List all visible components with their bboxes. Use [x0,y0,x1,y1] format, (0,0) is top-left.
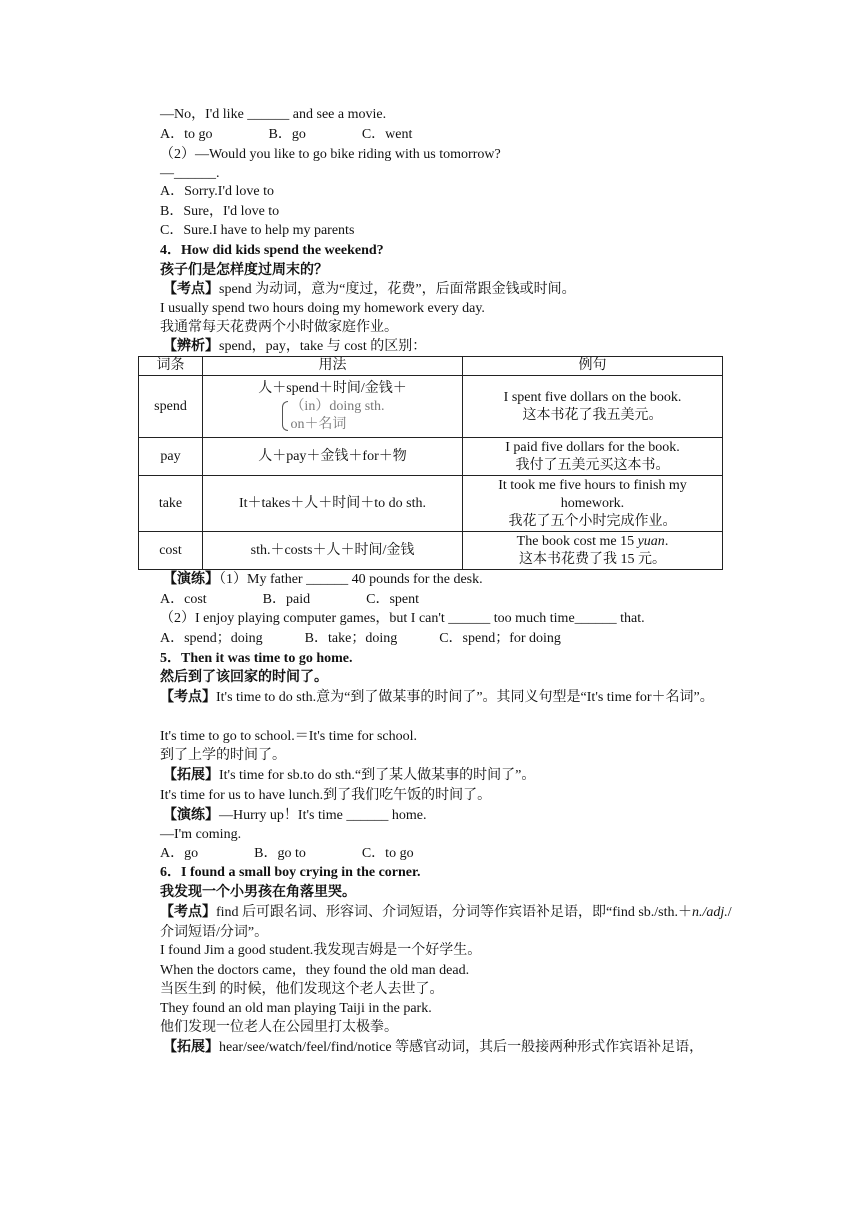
table-cell-example [463,532,723,570]
usage-bracket [280,398,384,434]
answer-option: A．Sorry.I'd love to [160,184,274,199]
example-sentence: It's time to go to school.＝It's time for school. [160,729,418,744]
usage-branch: （in）doing sth. [290,398,385,414]
example-en: I spent five dollars on the book. [503,389,682,405]
table-header: 用法 [203,357,463,376]
answer-options: A．cost B．paid C．spent [160,592,419,607]
table-cell-word: cost [139,532,203,570]
usage-main: 人＋spend＋时间/金钱＋ [258,380,407,396]
section-heading: 6．I found a small boy crying in the corner. [160,865,421,880]
answer-options: A．go B．go to C．to go [160,846,414,861]
kaodian-text: spend 为动词，意为“度过，花费”，后面常跟金钱或时间。 [219,282,576,297]
text-line: —I'm coming. [160,827,242,842]
table-row [139,438,723,476]
example-en [467,533,718,551]
table-cell-usage: 人＋pay＋金钱＋for＋物 [203,438,463,476]
question-line: （2）I enjoy playing computer games，but I can't ______ too much time______ that. [160,611,645,626]
section-heading-translation: 然后到了该回家的时间了。 [160,670,328,685]
text-line: —______. [160,166,220,181]
table-cell-example [463,476,723,532]
yanlian-question [163,806,426,825]
example-en: It took me five hours to finish my homework. [498,477,687,511]
answer-option: B．Sure，I'd love to [160,204,280,219]
answer-options: A．to go B．go C．went [160,127,413,142]
example-en-part: The book cost me 15 [516,533,638,549]
section-heading: 5．Then it was time to go home. [160,651,353,666]
yanlian-tag: 【演练】 [163,808,219,823]
tuozhan-paragraph [163,1038,703,1057]
tuozhan-tag: 【拓展】 [163,768,219,783]
kaodian-text: It's time to do sth.意为“到了做某事的时间了”。其同义句型是“It's time for＋名词”。 [216,690,714,705]
bianxi-text: spend，pay，take 与 cost 的区别： [219,339,427,354]
bianxi-paragraph [163,337,426,356]
comparison-table [138,356,723,570]
kaodian-italic: n./adj. [692,905,728,920]
example-en: I paid five dollars for the book. [505,439,680,455]
table-cell-example [463,438,723,476]
table-cell-usage: It＋takes＋人＋时间＋to do sth. [203,476,463,532]
table-header: 词条 [139,357,203,376]
table-row [139,376,723,438]
table-cell-example [463,376,723,438]
tuozhan-text: It's time for sb.to do sth.“到了某人做某事的时间了”。 [219,768,536,783]
kaodian-tag: 【考点】 [160,690,216,705]
example-cn: 这本书花费了我 15 元。 [519,551,666,567]
question-line: （2）—Would you like to go bike riding with us tomorrow? [160,147,501,162]
usage-branch: on＋名词 [290,416,347,432]
example-cn: 这本书花了我五美元。 [522,407,663,423]
table-cell-word: spend [139,376,203,438]
tuozhan-text: hear/see/watch/feel/find/notice 等感官动词，其后一般接两种形式作宾语补足语， [219,1040,704,1055]
kaodian-paragraph [160,903,734,943]
yanlian-tag: 【演练】 [163,572,219,587]
example-en-part: . [664,533,669,549]
section-heading: 4．How did kids spend the weekend? [160,243,384,258]
example-sentence: They found an old man playing Taiji in the park. [160,1001,432,1016]
section-heading-translation: 我发现一个小男孩在角落里哭。 [160,885,356,900]
bianxi-tag: 【辨析】 [163,339,219,354]
section-heading-translation: 孩子们是怎样度过周末的？ [160,263,328,278]
table-cell-usage [203,376,463,438]
tuozhan-paragraph [163,766,535,785]
table-header-row [139,357,723,376]
answer-option: C．Sure.I have to help my parents [160,223,355,238]
kaodian-text: find 后可跟名词、形容词、介词短语，分词等作宾语补足语，即“find sb./sth.＋ [216,905,692,920]
table-cell-word: take [139,476,203,532]
yanlian-text: （1）My father ______ 40 pounds for the desk. [219,572,483,587]
text-line: —No，I'd like ______ and see a movie. [160,107,387,122]
table-header: 例句 [463,357,723,376]
example-translation: 我通常每天花费两个小时做家庭作业。 [160,320,398,335]
yanlian-question [163,570,483,589]
example-en-italic: yuan [637,533,665,549]
kaodian-paragraph [163,280,576,299]
answer-options: A．spend；doing B．take；doing C．spend；for doing [160,631,561,646]
example-translation: 到了上学的时间了。 [160,748,286,763]
kaodian-tag: 【考点】 [160,905,216,920]
table-cell-word: pay [139,438,203,476]
kaodian-tag: 【考点】 [163,282,219,297]
tuozhan-tag: 【拓展】 [163,1040,219,1055]
kaodian-text: /介词短语/分词”。 [160,905,732,940]
table-row [139,532,723,570]
example-sentence: It's time for us to have lunch.到了我们吃午饭的时间了。 [160,788,492,803]
table-row [139,476,723,532]
example-translation: 他们发现一位老人在公园里打太极拳。 [160,1020,398,1035]
yanlian-text: —Hurry up！It's time ______ home. [219,808,427,823]
table-cell-usage: sth.＋costs＋人＋时间/金钱 [203,532,463,570]
example-translation: 当医生到 的时候，他们发现这个老人去世了。 [160,982,444,997]
example-cn: 我付了五美元买这本书。 [515,457,670,473]
example-cn: 我花了五个小时完成作业。 [508,513,677,529]
kaodian-paragraph [160,688,734,708]
example-sentence: When the doctors came，they found the old man dead. [160,963,470,978]
example-sentence: I usually spend two hours doing my homework every day. [160,301,485,316]
example-sentence: I found Jim a good student.我发现吉姆是一个好学生。 [160,943,482,958]
